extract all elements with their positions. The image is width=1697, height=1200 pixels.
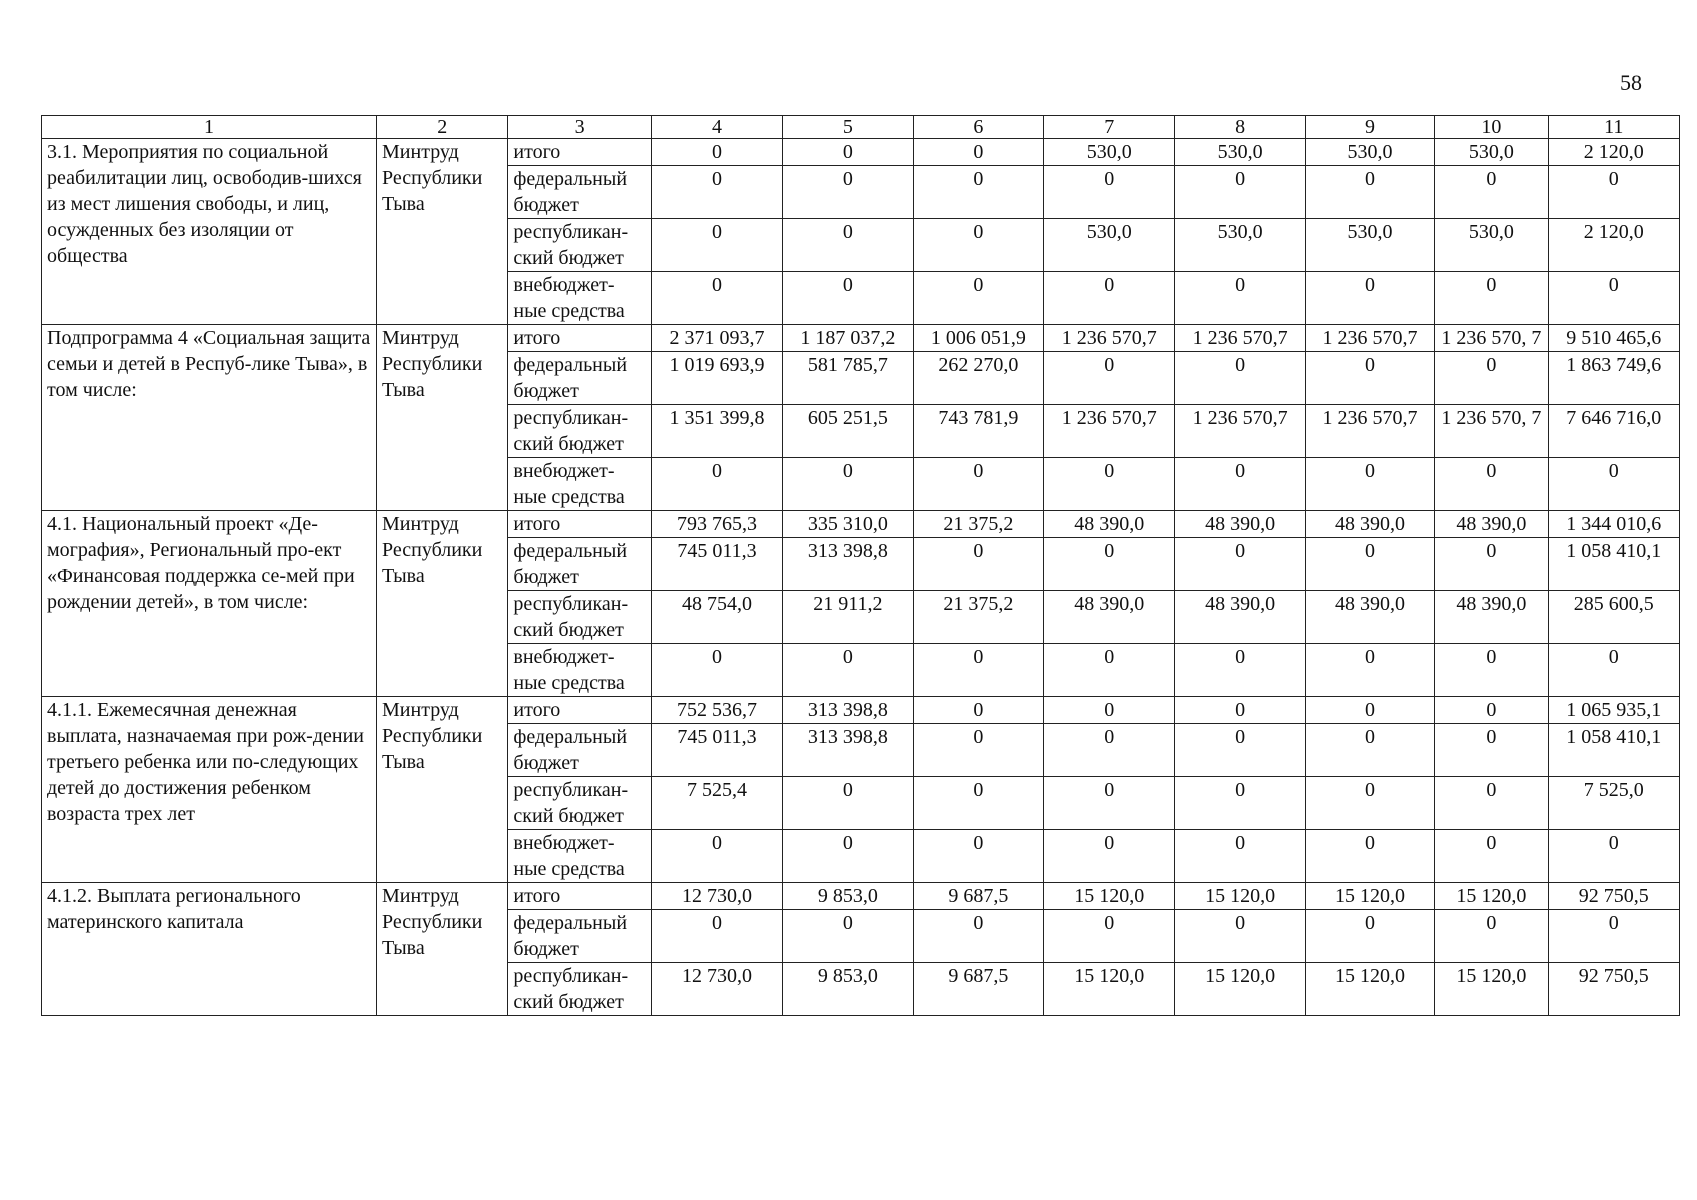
amount-cell: 9 510 465,6 — [1548, 325, 1679, 352]
funding-source-cell: республикан-ский бюджет — [508, 405, 651, 458]
amount-cell: 0 — [1044, 697, 1175, 724]
amount-cell: 530,0 — [1175, 219, 1305, 272]
amount-cell: 0 — [1435, 538, 1548, 591]
funding-source-cell: итого — [508, 697, 651, 724]
amount-cell: 530,0 — [1305, 139, 1434, 166]
amount-cell: 9 687,5 — [913, 963, 1043, 1016]
amount-cell: 0 — [913, 697, 1043, 724]
amount-cell: 48 390,0 — [1175, 511, 1305, 538]
column-number-row — [42, 116, 1680, 139]
funding-source-cell: итого — [508, 511, 651, 538]
amount-cell: 0 — [913, 830, 1043, 883]
amount-cell: 15 120,0 — [1044, 883, 1175, 910]
amount-cell: 0 — [1435, 724, 1548, 777]
amount-cell: 9 853,0 — [783, 883, 913, 910]
amount-cell: 0 — [1305, 166, 1434, 219]
amount-cell: 0 — [651, 166, 782, 219]
amount-cell: 0 — [783, 910, 913, 963]
amount-cell: 0 — [783, 219, 913, 272]
amount-cell: 1 006 051,9 — [913, 325, 1043, 352]
amount-cell: 15 120,0 — [1305, 963, 1434, 1016]
amount-cell: 48 754,0 — [651, 591, 782, 644]
amount-cell: 0 — [1044, 272, 1175, 325]
amount-cell: 1 236 570,7 — [1044, 325, 1175, 352]
amount-cell: 0 — [1548, 830, 1679, 883]
amount-cell: 0 — [913, 910, 1043, 963]
amount-cell: 48 390,0 — [1175, 591, 1305, 644]
amount-cell: 0 — [1305, 538, 1434, 591]
amount-cell: 21 375,2 — [913, 511, 1043, 538]
amount-cell: 0 — [783, 166, 913, 219]
amount-cell: 0 — [1044, 910, 1175, 963]
amount-cell: 1 187 037,2 — [783, 325, 913, 352]
activity-name: Подпрограмма 4 «Социальная защита семьи и детей в Респуб-лике Тыва», в том числе: — [42, 325, 377, 511]
amount-cell: 0 — [651, 458, 782, 511]
amount-cell: 1 065 935,1 — [1548, 697, 1679, 724]
amount-cell: 2 120,0 — [1548, 139, 1679, 166]
amount-cell: 0 — [1044, 352, 1175, 405]
amount-cell: 0 — [1175, 644, 1305, 697]
column-number-4: 4 — [651, 116, 782, 139]
column-number-7: 7 — [1044, 116, 1175, 139]
amount-cell: 1 058 410,1 — [1548, 724, 1679, 777]
amount-cell: 0 — [783, 458, 913, 511]
amount-cell: 9 853,0 — [783, 963, 913, 1016]
amount-cell: 0 — [913, 538, 1043, 591]
funding-source-cell: федеральный бюджет — [508, 166, 651, 219]
amount-cell: 0 — [913, 166, 1043, 219]
amount-cell: 15 120,0 — [1435, 883, 1548, 910]
executor-cell: Минтруд Республики Тыва — [377, 697, 508, 883]
amount-cell: 0 — [1548, 166, 1679, 219]
amount-cell: 285 600,5 — [1548, 591, 1679, 644]
amount-cell: 530,0 — [1305, 219, 1434, 272]
funding-source-cell: федеральный бюджет — [508, 352, 651, 405]
amount-cell: 2 120,0 — [1548, 219, 1679, 272]
amount-cell: 0 — [913, 724, 1043, 777]
amount-cell: 0 — [1044, 644, 1175, 697]
amount-cell: 0 — [651, 830, 782, 883]
funding-source-cell: федеральный бюджет — [508, 724, 651, 777]
amount-cell: 0 — [1175, 352, 1305, 405]
amount-cell: 0 — [1305, 352, 1434, 405]
page-number: 58 — [1620, 70, 1642, 95]
amount-cell: 530,0 — [1044, 219, 1175, 272]
amount-cell: 1 863 749,6 — [1548, 352, 1679, 405]
amount-cell: 48 390,0 — [1305, 511, 1434, 538]
amount-cell: 12 730,0 — [651, 883, 782, 910]
table-row — [42, 325, 1680, 352]
amount-cell: 0 — [651, 272, 782, 325]
amount-cell: 0 — [1305, 910, 1434, 963]
amount-cell: 0 — [651, 644, 782, 697]
amount-cell: 0 — [783, 777, 913, 830]
column-number-9: 9 — [1305, 116, 1434, 139]
activity-name: 4.1. Национальный проект «Де-мография», Региональный про-ект «Финансовая поддержка се-мей при рождении детей», в том числе: — [42, 511, 377, 697]
funding-source-cell: внебюджет-ные средства — [508, 458, 651, 511]
table-row — [42, 511, 1680, 538]
executor-cell: Минтруд Республики Тыва — [377, 883, 508, 1016]
funding-source-cell: республикан-ский бюджет — [508, 591, 651, 644]
amount-cell: 0 — [1175, 910, 1305, 963]
amount-cell: 745 011,3 — [651, 724, 782, 777]
amount-cell: 1 236 570,7 — [1175, 325, 1305, 352]
amount-cell: 0 — [783, 830, 913, 883]
funding-source-cell: республикан-ский бюджет — [508, 777, 651, 830]
funding-source-cell: внебюджет-ные средства — [508, 644, 651, 697]
amount-cell: 0 — [651, 910, 782, 963]
amount-cell: 581 785,7 — [783, 352, 913, 405]
amount-cell: 15 120,0 — [1175, 883, 1305, 910]
executor-cell: Минтруд Республики Тыва — [377, 325, 508, 511]
column-number-11: 11 — [1548, 116, 1679, 139]
amount-cell: 0 — [1175, 830, 1305, 883]
amount-cell: 48 390,0 — [1435, 511, 1548, 538]
amount-cell: 48 390,0 — [1044, 591, 1175, 644]
amount-cell: 0 — [1044, 458, 1175, 511]
table-row — [42, 883, 1680, 910]
column-number-5: 5 — [783, 116, 913, 139]
column-number-3: 3 — [508, 116, 651, 139]
amount-cell: 0 — [1435, 272, 1548, 325]
amount-cell: 0 — [1044, 538, 1175, 591]
amount-cell: 7 525,4 — [651, 777, 782, 830]
amount-cell: 0 — [1435, 166, 1548, 219]
table-row — [42, 697, 1680, 724]
amount-cell: 0 — [1044, 724, 1175, 777]
amount-cell: 0 — [913, 139, 1043, 166]
amount-cell: 0 — [783, 139, 913, 166]
executor-cell: Минтруд Республики Тыва — [377, 139, 508, 325]
amount-cell: 0 — [1435, 777, 1548, 830]
amount-cell: 0 — [1305, 644, 1434, 697]
amount-cell: 0 — [651, 139, 782, 166]
amount-cell: 262 270,0 — [913, 352, 1043, 405]
amount-cell: 752 536,7 — [651, 697, 782, 724]
amount-cell: 7 646 716,0 — [1548, 405, 1679, 458]
funding-source-cell: федеральный бюджет — [508, 538, 651, 591]
amount-cell: 743 781,9 — [913, 405, 1043, 458]
amount-cell: 1 351 399,8 — [651, 405, 782, 458]
amount-cell: 9 687,5 — [913, 883, 1043, 910]
amount-cell: 530,0 — [1044, 139, 1175, 166]
amount-cell: 605 251,5 — [783, 405, 913, 458]
amount-cell: 1 236 570,7 — [1305, 325, 1434, 352]
amount-cell: 793 765,3 — [651, 511, 782, 538]
column-number-1: 1 — [42, 116, 377, 139]
amount-cell: 1 236 570,7 — [1175, 405, 1305, 458]
funding-source-cell: республикан-ский бюджет — [508, 963, 651, 1016]
amount-cell: 745 011,3 — [651, 538, 782, 591]
amount-cell: 313 398,8 — [783, 697, 913, 724]
amount-cell: 0 — [1044, 777, 1175, 830]
column-number-2: 2 — [377, 116, 508, 139]
budget-table-body — [42, 116, 1680, 1016]
amount-cell: 48 390,0 — [1305, 591, 1434, 644]
amount-cell: 1 236 570,7 — [1305, 405, 1434, 458]
amount-cell: 15 120,0 — [1435, 963, 1548, 1016]
amount-cell: 1 236 570, 7 — [1435, 405, 1548, 458]
amount-cell: 530,0 — [1435, 219, 1548, 272]
amount-cell: 1 236 570,7 — [1044, 405, 1175, 458]
amount-cell: 21 375,2 — [913, 591, 1043, 644]
amount-cell: 530,0 — [1175, 139, 1305, 166]
amount-cell: 0 — [1175, 777, 1305, 830]
funding-source-cell: итого — [508, 325, 651, 352]
amount-cell: 2 371 093,7 — [651, 325, 782, 352]
amount-cell: 0 — [1305, 830, 1434, 883]
amount-cell: 48 390,0 — [1044, 511, 1175, 538]
column-number-8: 8 — [1175, 116, 1305, 139]
amount-cell: 0 — [651, 219, 782, 272]
activity-name: 3.1. Мероприятия по социальной реабилитации лиц, освободив-шихся из мест лишения свободы, и лиц, осужденных без изоляции от общества — [42, 139, 377, 325]
amount-cell: 0 — [1305, 777, 1434, 830]
amount-cell: 0 — [913, 777, 1043, 830]
amount-cell: 21 911,2 — [783, 591, 913, 644]
funding-source-cell: внебюджет-ные средства — [508, 272, 651, 325]
funding-source-cell: республикан-ский бюджет — [508, 219, 651, 272]
amount-cell: 0 — [1435, 910, 1548, 963]
amount-cell: 92 750,5 — [1548, 883, 1679, 910]
table-row — [42, 139, 1680, 166]
executor-cell: Минтруд Республики Тыва — [377, 511, 508, 697]
amount-cell: 0 — [1435, 352, 1548, 405]
amount-cell: 0 — [1175, 458, 1305, 511]
amount-cell: 313 398,8 — [783, 724, 913, 777]
amount-cell: 0 — [1044, 166, 1175, 219]
amount-cell: 12 730,0 — [651, 963, 782, 1016]
amount-cell: 0 — [1175, 166, 1305, 219]
amount-cell: 0 — [913, 644, 1043, 697]
amount-cell: 0 — [1548, 644, 1679, 697]
amount-cell: 48 390,0 — [1435, 591, 1548, 644]
amount-cell: 0 — [913, 219, 1043, 272]
funding-source-cell: федеральный бюджет — [508, 910, 651, 963]
amount-cell: 0 — [1435, 458, 1548, 511]
funding-source-cell: внебюджет-ные средства — [508, 830, 651, 883]
amount-cell: 0 — [1548, 272, 1679, 325]
funding-source-cell: итого — [508, 883, 651, 910]
amount-cell: 15 120,0 — [1044, 963, 1175, 1016]
amount-cell: 0 — [1435, 644, 1548, 697]
column-number-10: 10 — [1435, 116, 1548, 139]
amount-cell: 313 398,8 — [783, 538, 913, 591]
funding-source-cell: итого — [508, 139, 651, 166]
amount-cell: 0 — [1305, 724, 1434, 777]
amount-cell: 530,0 — [1435, 139, 1548, 166]
amount-cell: 0 — [913, 272, 1043, 325]
amount-cell: 0 — [1175, 697, 1305, 724]
amount-cell: 0 — [1435, 830, 1548, 883]
amount-cell: 1 019 693,9 — [651, 352, 782, 405]
amount-cell: 15 120,0 — [1175, 963, 1305, 1016]
activity-name: 4.1.2. Выплата регионального материнского капитала — [42, 883, 377, 1016]
amount-cell: 15 120,0 — [1305, 883, 1434, 910]
amount-cell: 0 — [1175, 272, 1305, 325]
amount-cell: 0 — [1435, 697, 1548, 724]
amount-cell: 0 — [783, 644, 913, 697]
amount-cell: 7 525,0 — [1548, 777, 1679, 830]
amount-cell: 92 750,5 — [1548, 963, 1679, 1016]
amount-cell: 1 344 010,6 — [1548, 511, 1679, 538]
amount-cell: 335 310,0 — [783, 511, 913, 538]
amount-cell: 0 — [1548, 910, 1679, 963]
amount-cell: 0 — [783, 272, 913, 325]
budget-table — [41, 115, 1680, 1016]
amount-cell: 0 — [1548, 458, 1679, 511]
column-number-6: 6 — [913, 116, 1043, 139]
amount-cell: 1 236 570, 7 — [1435, 325, 1548, 352]
amount-cell: 0 — [1305, 458, 1434, 511]
amount-cell: 0 — [913, 458, 1043, 511]
amount-cell: 0 — [1175, 724, 1305, 777]
amount-cell: 0 — [1044, 830, 1175, 883]
amount-cell: 0 — [1305, 697, 1434, 724]
amount-cell: 1 058 410,1 — [1548, 538, 1679, 591]
activity-name: 4.1.1. Ежемесячная денежная выплата, назначаемая при рож-дении третьего ребенка или по-следующих детей до достижения ребенком возраста трех лет — [42, 697, 377, 883]
amount-cell: 0 — [1305, 272, 1434, 325]
amount-cell: 0 — [1175, 538, 1305, 591]
